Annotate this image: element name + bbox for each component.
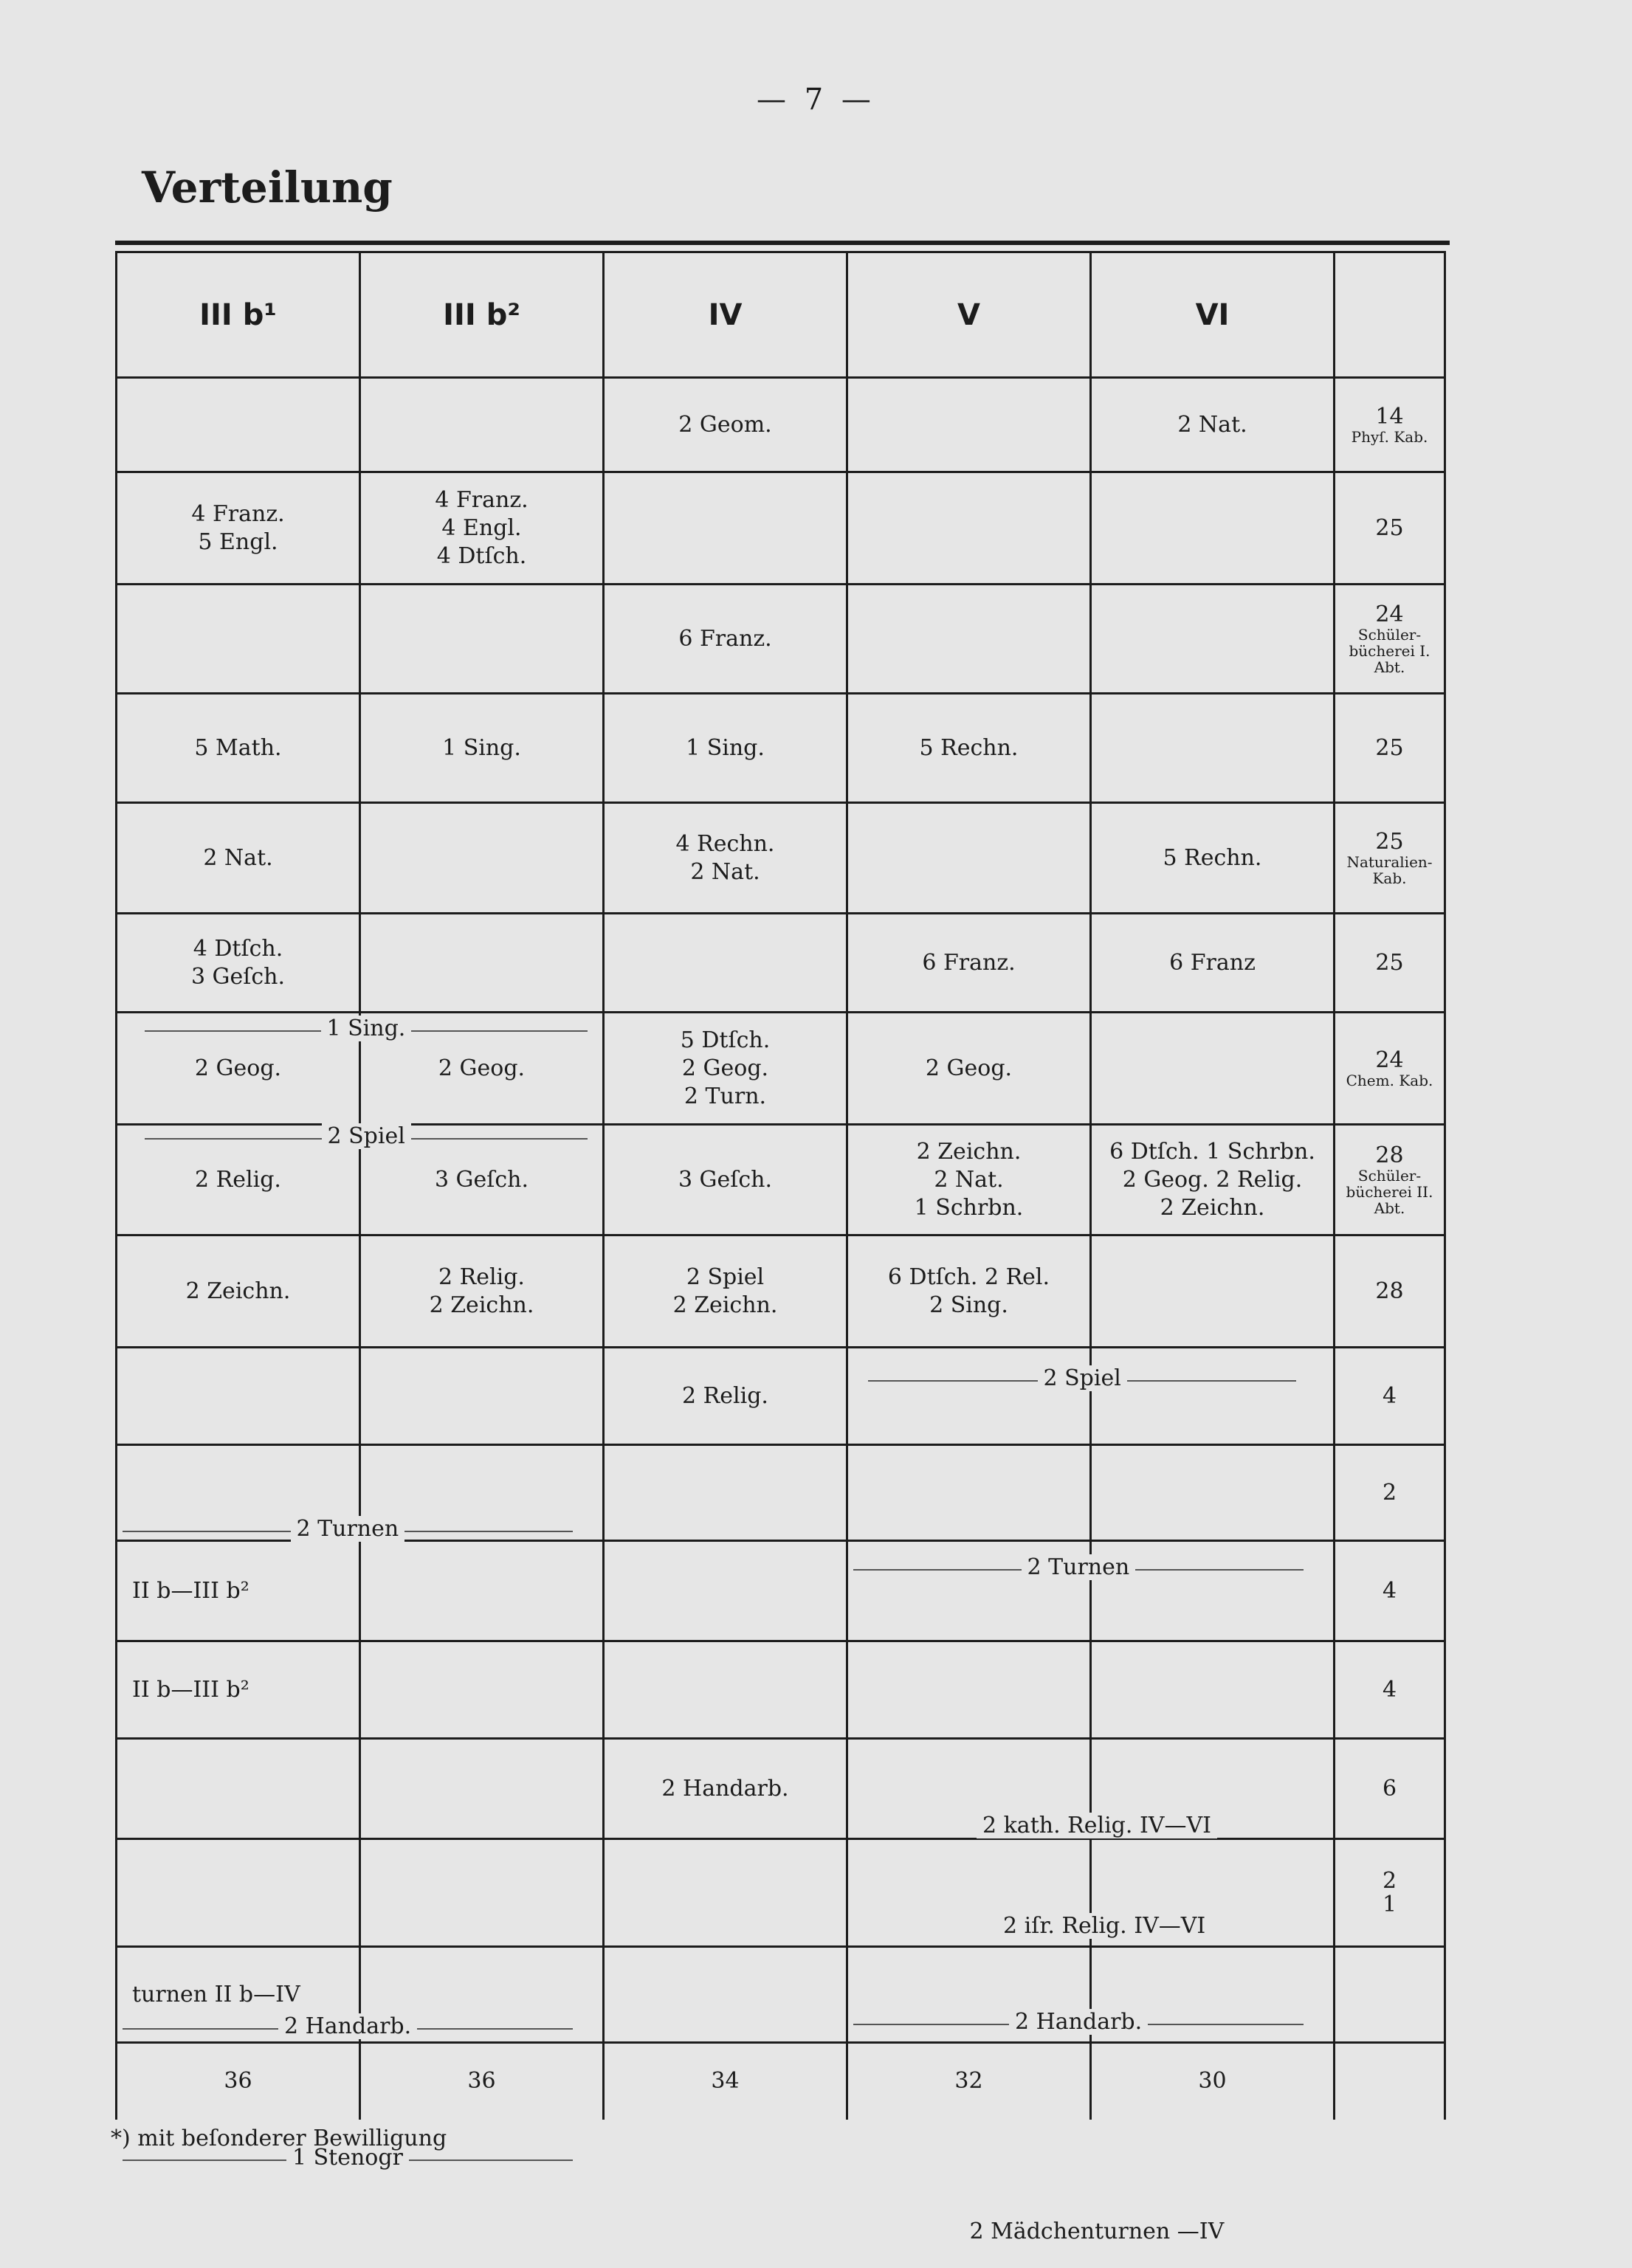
table-row [117, 914, 1445, 1013]
column-header: IV [604, 252, 847, 378]
room-number: 2 1 [1382, 1867, 1397, 1917]
class-cell: 4 Rechn. 2 Nat. [604, 803, 847, 914]
room-note: Schüler-bücherei I. Abt. [1349, 625, 1430, 676]
room-number: 14 [1375, 403, 1404, 430]
table-row [117, 1013, 1445, 1125]
class-cell [847, 1348, 1091, 1445]
class-cell [604, 1839, 847, 1947]
class-cell [117, 585, 360, 694]
total-cell: 36 [117, 2043, 360, 2120]
class-cell: 2 Geog. [117, 1013, 360, 1125]
class-cell: 5 Dtſch. 2 Geog. 2 Turn. [604, 1013, 847, 1125]
class-cell [360, 914, 604, 1013]
class-cell [360, 803, 604, 914]
room-cell [1335, 1013, 1445, 1125]
class-cell [360, 1739, 604, 1839]
class-cell [847, 803, 1091, 914]
class-cell: 4 Franz. 5 Engl. [117, 472, 360, 585]
table-row [117, 694, 1445, 803]
class-cell: 4 Dtſch. 3 Geſch. [117, 914, 360, 1013]
class-cell: 2 Zeichn. [117, 1235, 360, 1348]
class-cell [360, 1839, 604, 1947]
class-cell: 5 Rechn. [847, 694, 1091, 803]
page-title: Verteilung [142, 162, 393, 213]
class-cell: 6 Dtſch. 1 Schrbn. 2 Geog. 2 Relig. 2 Zeichn. [1091, 1125, 1335, 1235]
room-number: 2 [1382, 1479, 1397, 1506]
total-cell: 32 [847, 2043, 1091, 2120]
class-cell [604, 1947, 847, 2043]
class-cell [847, 472, 1091, 585]
class-cell [1091, 585, 1335, 694]
footnote: *) mit beſonderer Bewilligung [111, 2126, 447, 2151]
span-label: 2 iſr. Relig. IV—VI [997, 1913, 1211, 1939]
room-cell [1335, 1125, 1445, 1235]
class-cell [117, 1739, 360, 1839]
column-header: III b² [360, 252, 604, 378]
span-label: 2 kath. Relig. IV—VI [977, 1813, 1217, 1838]
class-cell: turnen II b—IV [117, 1947, 360, 2043]
class-cell [847, 1641, 1091, 1739]
class-cell [604, 1445, 847, 1541]
class-cell: 2 Geom. [604, 378, 847, 472]
table-row [117, 1235, 1445, 1348]
room-number: 6 [1382, 1775, 1397, 1802]
page-number: — 7 — [757, 83, 875, 117]
class-cell: 2 Relig. [604, 1348, 847, 1445]
class-cell: 2 Zeichn. 2 Nat. 1 Schrbn. [847, 1125, 1091, 1235]
span-label: 2 Handarb. [278, 2013, 417, 2039]
room-cell [1335, 914, 1445, 1013]
class-cell: 6 Franz. [847, 914, 1091, 1013]
room-cell [1335, 1541, 1445, 1641]
room-note: Schüler-bücherei II. Abt. [1346, 1166, 1433, 1217]
span-label: 2 Spiel [1038, 1365, 1127, 1391]
class-cell [847, 1445, 1091, 1541]
room-cell [1335, 472, 1445, 585]
class-cell [360, 585, 604, 694]
top-rule [115, 241, 1450, 245]
room-cell [1335, 694, 1445, 803]
class-cell: 2 Nat. [1091, 378, 1335, 472]
total-cell: 34 [604, 2043, 847, 2120]
class-cell: 6 Dtſch. 2 Rel. 2 Sing. [847, 1235, 1091, 1348]
class-cell [1091, 472, 1335, 585]
room-number: 25 [1375, 514, 1404, 541]
room-cell [1335, 1235, 1445, 1348]
class-cell [604, 1541, 847, 1641]
class-cell [604, 914, 847, 1013]
column-header [1335, 252, 1445, 378]
room-cell [1335, 1839, 1445, 1947]
class-cell: 3 Geſch. [604, 1125, 847, 1235]
room-number: 25 [1375, 828, 1404, 855]
class-cell: 4 Franz. 4 Engl. 4 Dtſch. [360, 472, 604, 585]
room-number: 4 [1382, 1382, 1397, 1409]
room-cell [1335, 803, 1445, 914]
class-cell: 6 Franz. [604, 585, 847, 694]
class-cell: 2 Geog. [360, 1013, 604, 1125]
room-number: 4 [1382, 1676, 1397, 1703]
room-note: Chem. Kab. [1346, 1071, 1433, 1089]
total-cell-empty [1335, 2043, 1445, 2120]
room-number: 25 [1375, 734, 1404, 761]
room-cell [1335, 1739, 1445, 1839]
span-label: 2 Handarb. [1009, 2009, 1148, 2035]
room-cell [1335, 1947, 1445, 2043]
room-cell [1335, 1445, 1445, 1541]
span-label: 2 Mädchenturnen —IV [964, 2219, 1230, 2244]
room-cell [1335, 585, 1445, 694]
class-cell [847, 585, 1091, 694]
class-cell: 2 Relig. [117, 1125, 360, 1235]
table-row [117, 585, 1445, 694]
distribution-table [115, 251, 1446, 2120]
header-row [117, 252, 1445, 378]
class-cell: 2 Handarb. [604, 1739, 847, 1839]
room-number: 28 [1375, 1142, 1404, 1168]
table-row [117, 803, 1445, 914]
column-header: V [847, 252, 1091, 378]
column-header: III b¹ [117, 252, 360, 378]
table-row [117, 472, 1445, 585]
room-cell [1335, 378, 1445, 472]
class-cell [360, 1641, 604, 1739]
class-cell [1091, 1641, 1335, 1739]
room-number: 28 [1375, 1278, 1404, 1304]
span-label: 1 Stenogr [286, 2145, 409, 2171]
column-header: VI [1091, 252, 1335, 378]
span-label: 2 Turnen [291, 1516, 405, 1542]
class-cell [1091, 1013, 1335, 1125]
class-cell [117, 1839, 360, 1947]
class-cell: 2 Spiel 2 Zeichn. [604, 1235, 847, 1348]
class-cell [847, 378, 1091, 472]
class-cell [604, 1641, 847, 1739]
class-cell [1091, 1235, 1335, 1348]
class-cell: 5 Math. [117, 694, 360, 803]
class-cell [1091, 1348, 1335, 1445]
class-cell: 6 Franz [1091, 914, 1335, 1013]
room-note: Phyſ. Kab. [1351, 427, 1428, 446]
class-cell: 2 Geog. [847, 1013, 1091, 1125]
room-number: 24 [1375, 601, 1404, 627]
table-row [117, 1839, 1445, 1947]
room-number: 24 [1375, 1047, 1404, 1073]
class-cell: 1 Sing. [604, 694, 847, 803]
room-note: Naturalien-Kab. [1346, 852, 1433, 887]
span-label: 1 Sing. [321, 1016, 412, 1041]
class-cell: 3 Geſch. [360, 1125, 604, 1235]
table-row [117, 1739, 1445, 1839]
class-cell [360, 1348, 604, 1445]
room-number: 25 [1375, 949, 1404, 976]
room-number: 4 [1382, 1577, 1397, 1604]
span-label: 2 Turnen [1022, 1554, 1136, 1580]
class-cell [360, 1541, 604, 1641]
class-cell [1091, 694, 1335, 803]
class-cell [1091, 1445, 1335, 1541]
class-cell [117, 378, 360, 472]
table-row [117, 378, 1445, 472]
class-cell: 1 Sing. [360, 694, 604, 803]
class-cell [117, 1348, 360, 1445]
class-cell: II b—III b² [117, 1541, 360, 1641]
class-cell [360, 378, 604, 472]
class-cell: 2 Nat. [117, 803, 360, 914]
class-cell: 5 Rechn. [1091, 803, 1335, 914]
class-cell [604, 472, 847, 585]
totals-row [117, 2043, 1445, 2120]
total-cell: 30 [1091, 2043, 1335, 2120]
table-row [117, 1641, 1445, 1739]
class-cell: II b—III b² [117, 1641, 360, 1739]
table-row [117, 1348, 1445, 1445]
table-row [117, 1541, 1445, 1641]
table-row [117, 1125, 1445, 1235]
total-cell: 36 [360, 2043, 604, 2120]
span-label: 2 Spiel [322, 1123, 411, 1149]
room-cell [1335, 1348, 1445, 1445]
class-cell: 2 Relig. 2 Zeichn. [360, 1235, 604, 1348]
room-cell [1335, 1641, 1445, 1739]
